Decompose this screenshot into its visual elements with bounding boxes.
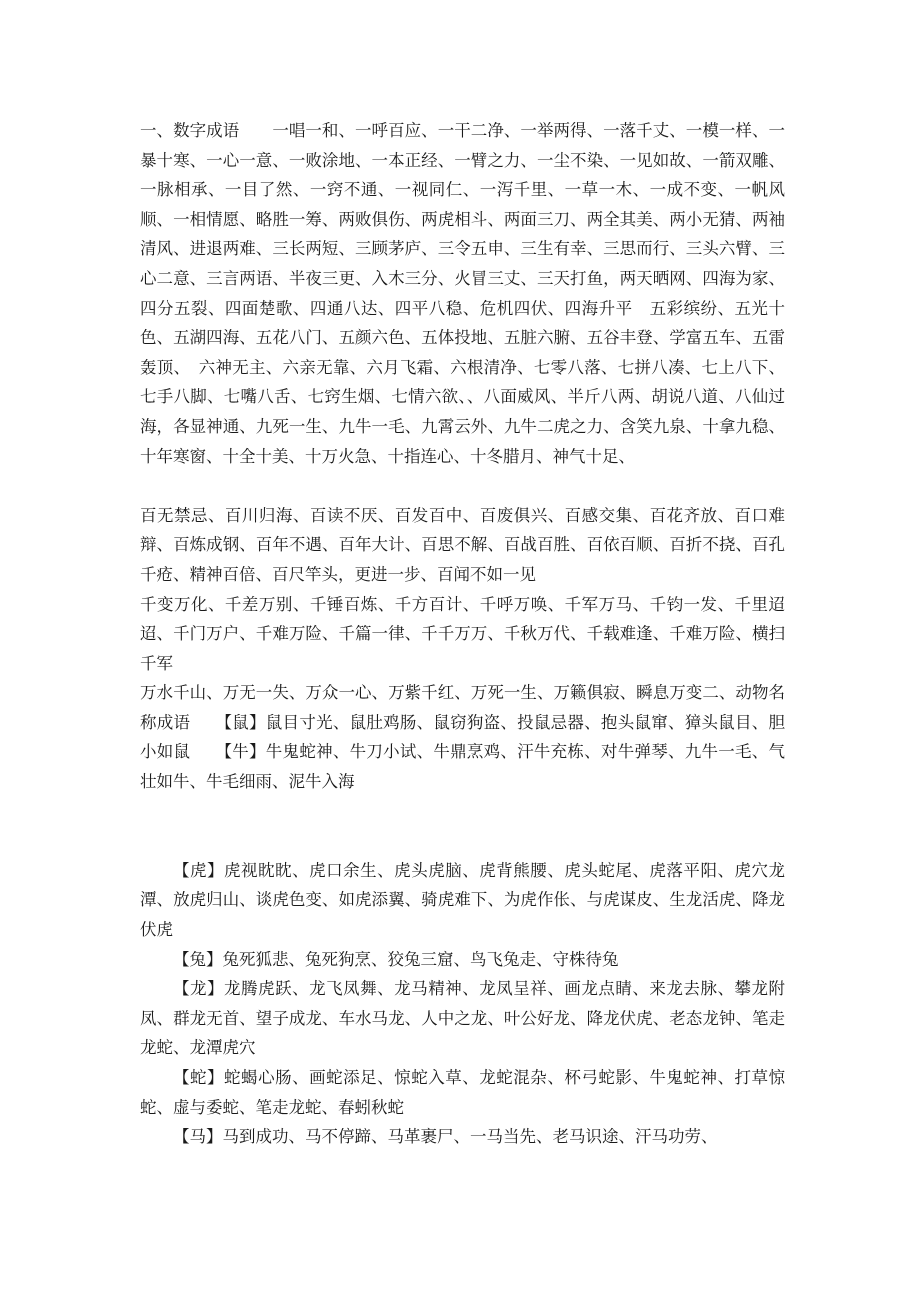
thousand-idioms-paragraph: 千变万化、千差万别、千锤百炼、千方百计、千呼万唤、千军万马、千钧一发、千里迢迢、千门万户、千难万险、千篇一律、千千万万、千秋万代、千载难逢、千难万险、横扫千军: [140, 594, 785, 673]
snake-idioms-paragraph: 【蛇】蛇蝎心肠、画蛇添足、惊蛇入草、龙蛇混杂、杯弓蛇影、牛鬼蛇神、打草惊蛇、虚与委蛇、笔走龙蛇、春蚓秋蛇: [140, 1068, 785, 1117]
document-page: [140, 116, 785, 1152]
hundred-idioms-paragraph: 百无禁忌、百川归海、百读不厌、百发百中、百废俱兴、百感交集、百花齐放、百口难辩、百炼成钢、百年不遇、百年大计、百思不解、百战百胜、百依百顺、百折不挠、百孔千疮、精神百倍、百尺竿头，更进一步、百闻不如一见: [140, 505, 785, 584]
ten-thousand-and-animal-intro-paragraph: 万水千山、万无一失、万众一心、万紫千红、万死一生、万籁俱寂、瞬息万变二、动物名称成语 【鼠】鼠目寸光、鼠肚鸡肠、鼠窃狗盗、投鼠忌器、抱头鼠窜、獐头鼠目、胆小如鼠 【牛】牛鬼蛇神、牛刀小试、牛鼎烹鸡、汗牛充栋、对牛弹琴、九牛一毛、气壮如牛、牛毛细雨、泥牛入海: [140, 683, 785, 792]
horse-idioms-paragraph: 【马】马到成功、马不停蹄、马革裹尸、一马当先、老马识途、汗马功劳、: [173, 1127, 718, 1147]
paragraph-gap: [140, 826, 785, 856]
numeric-idioms-paragraph: 一、数字成语 一唱一和、一呼百应、一干二净、一举两得、一落千丈、一模一样、一暴十寒、一心一意、一败涂地、一本正经、一臂之力、一尘不染、一见如故、一箭双雕、一脉相承、一目了然、一窍不通、一视同仁、一泻千里、一草一木、一成不变、一帆风顺、一相情愿、略胜一筹、两败俱伤、两虎相斗、两面三刀、两全其美、两小无猜、两袖清风、进退两难、三长两短、三顾茅庐、三令五申、三生有幸、三思而行、三头六臂、三心二意、三言两语、半夜三更、入木三分、火冒三丈、三天打鱼，两天晒网、四海为家、四分五裂、四面楚歌、四通八达、四平八稳、危机四伏、四海升平 五彩缤纷、五光十色、五湖四海、五花八门、五颜六色、五体投地、五脏六腑、五谷丰登、学富五车、五雷轰顶、 六神无主、六亲无靠、六月飞霜、六根清净、七零八落、七拼八凑、七上八下、七手八脚、七嘴八舌、七窍生烟、七情六欲、、八面威风、半斤八两、胡说八道、八仙过海，各显神通、九死一生、九牛一毛、九霄云外、九牛二虎之力、含笑九泉、十拿九稳、十年寒窗、十全十美、十万火急、十指连心、十冬腊月、神气十足、: [140, 121, 785, 466]
paragraph-gap: [140, 471, 785, 501]
tiger-idioms-paragraph: 【虎】虎视眈眈、虎口余生、虎头虎脑、虎背熊腰、虎头蛇尾、虎落平阳、虎穴龙潭、放虎归山、谈虎色变、如虎添翼、骑虎难下、为虎作伥、与虎谋皮、生龙活虎、降龙伏虎: [140, 860, 785, 940]
rabbit-idioms-paragraph: 【兔】兔死狐悲、兔死狗烹、狡兔三窟、鸟飞兔走、守株待兔: [173, 949, 619, 969]
dragon-idioms-paragraph: 【龙】龙腾虎跃、龙飞凤舞、龙马精神、龙凤呈祥、画龙点睛、来龙去脉、攀龙附凤、群龙无首、望子成龙、车水马龙、人中之龙、叶公好龙、降龙伏虎、老态龙钟、笔走龙蛇、龙潭虎穴: [140, 979, 785, 1058]
paragraph-gap: [140, 797, 785, 827]
